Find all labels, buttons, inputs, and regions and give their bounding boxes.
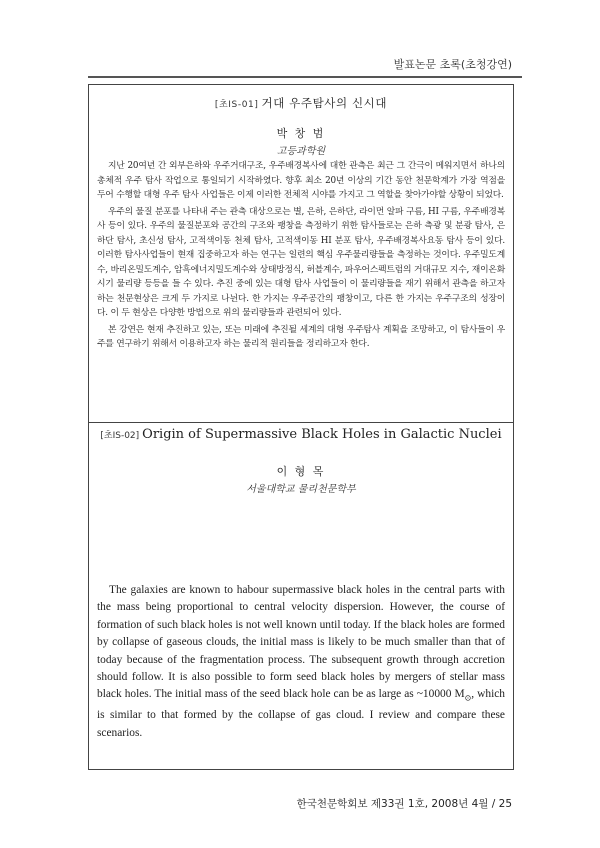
abstract-2-title-text: Origin of Supermassive Black Holes in Galactic Nuclei <box>142 427 502 442</box>
abstract-1-paragraph: 지난 20여년 간 외부은하와 우주거대구조, 우주배경복사에 대한 관측은 최근 그 간극이 메워지면서 하나의 총체적 우주 탐사 작업으로 통일되기 시작하였다. 향후 최소 20년 이상의 기간 동안 천문학계가 가장 역점을 두어 수행할 대형 우주 탐사 사업들은 이제 이러한 전체적 시야를 가지고 그 역할을 찾아가야할 상황이 되었다. <box>97 161 505 200</box>
abstract-2-paragraph <box>97 582 505 742</box>
abstract-1-body <box>97 159 505 354</box>
abstract-1-author: 박 창 범 <box>276 127 326 140</box>
abstract-2-text-before: The galaxies are known to habour supermassive black holes in the central parts with the mass being proportional to central velocity dispersion. However, the course of formation of such black holes is not well known until today. If the black holes are formed by collapse of gaseous clouds, the initial mass is likely to be much smaller than that of today because of the fragmentation process. The subsequent growth through accretion should follow. It is also possible to form seed black holes by mergers of stellar mass black holes. The initial mass of the seed black hole can be as large as ~10000 <box>97 584 505 701</box>
abstract-2-author: 이 형 목 <box>276 465 326 478</box>
abstract-frame <box>88 84 514 770</box>
abstract-1-paragraph: 본 강연은 현재 추진하고 있는, 또는 미래에 추진될 세계의 대형 우주탐사 계획을 조망하고, 이 탐사들이 우주를 연구하기 위해서 이용하고자 하는 물리적 원리들을 정리하고자 한다. <box>97 324 505 349</box>
header-rule <box>88 76 522 78</box>
abstract-1-title <box>89 95 513 111</box>
abstract-1 <box>89 85 513 422</box>
abstract-2-body <box>97 582 505 742</box>
abstract-2 <box>89 423 513 769</box>
abstract-2-text-after: , which is similar to that formed by the collapse of gas cloud. I review and compare these scenarios. <box>97 688 505 739</box>
abstract-2-code: [초IS-02] <box>100 431 140 441</box>
abstract-2-title <box>89 427 513 442</box>
solar-mass-symbol: $M_⊙$ <box>454 688 472 703</box>
abstract-1-title-text: 거대 우주탐사의 신시대 <box>261 96 388 110</box>
footer-citation: 한국천문학회보 제33권 1호, 2008년 4월 / 25 <box>296 798 512 810</box>
abstract-1-affiliation: 고등과학원 <box>276 146 326 157</box>
abstract-1-code: [초IS-01] <box>214 100 259 110</box>
running-header: 발표논문 초록(초청강연) <box>393 58 512 71</box>
solar-subscript: ⊙ <box>464 693 472 703</box>
abstract-2-affiliation: 서울대학교 물리천문학부 <box>246 484 356 495</box>
abstract-1-paragraph: 우주의 물질 분포를 나타내 주는 관측 대상으로는 별, 은하, 은하단, 라이먼 알파 구름, HI 구름, 우주배경복사 등이 있다. 우주의 물질분포와 공간의 구조와 팽창을 측정하기 위한 탐사들로는 은하 측광 및 분광 탐사, 은하단 탐사, 초신성 탐사, 고적색이동 천체 탐사, 고적색이동 HI 분포 탐사, 우주배경복사요동 탐사 등이 있다. 이러한 탐사사업들이 현재 집중하고자 하는 연구는 일련의 핵심 우주물리량들을 측정하는 것이다. 우주밀도계수, 바리온밀도계수, 암흑에너지밀도계수와 상태방정식, 허블계수, 파우어스펙트럼의 거대규모 지수, 재이온화시기 물리량 등등을 들 수 있다. 추진 중에 있는 대형 탐사 사업들이 이 물리량들을 재기 위해서 관측을 하고자 하는 천문현상은 크게 두 가지로 나뉜다. 한 가지는 우주공간의 팽창이고, 다른 한 가지는 우주구조의 성장이다. 이 두 현상은 다양한 방법으로 위의 물리량들과 관련되어 있다. <box>97 206 505 318</box>
